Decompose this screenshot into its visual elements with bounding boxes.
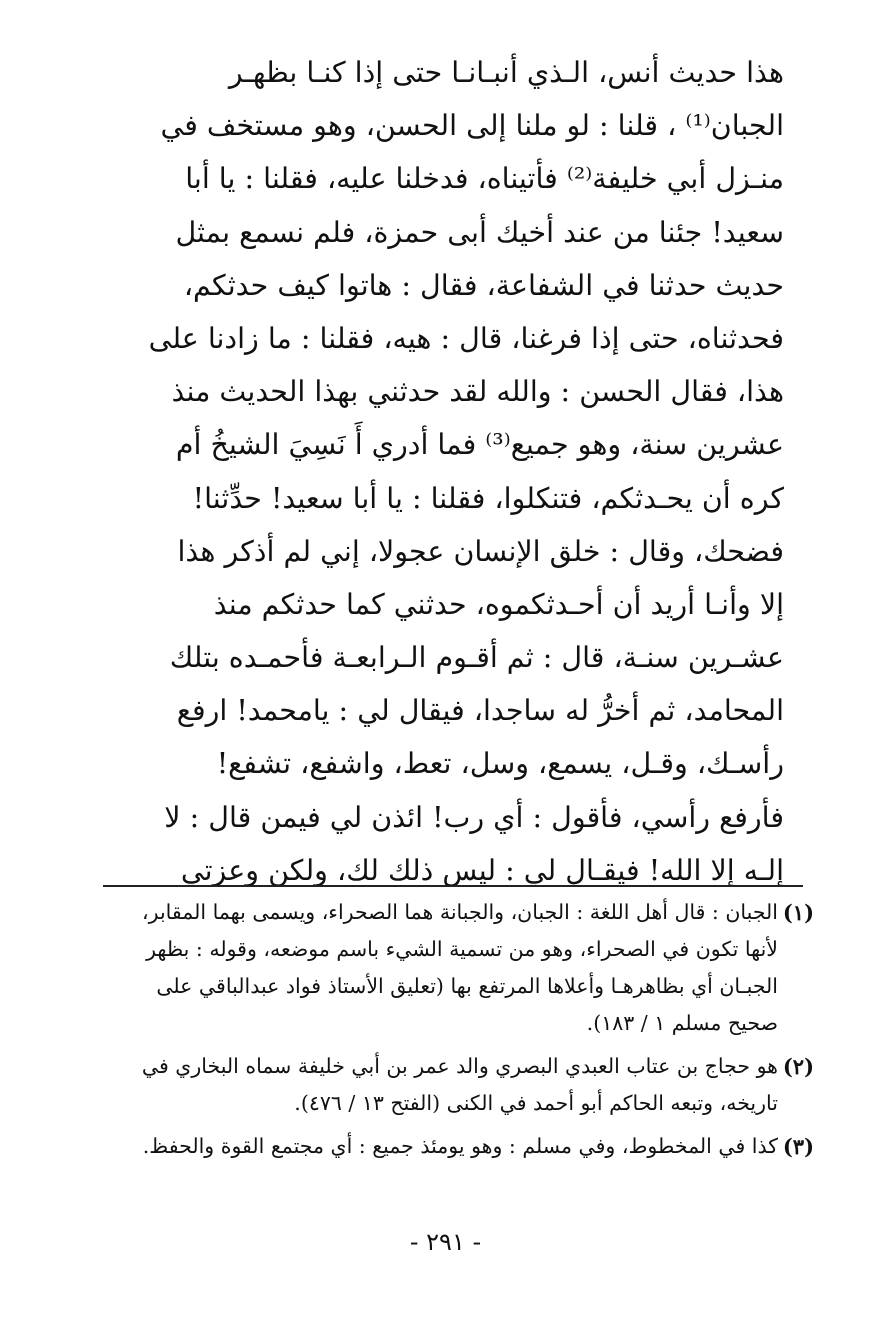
footnote-line: لأنها تكون في الصحراء، وهو من تسمية الشيء باسم موضعه، وقوله : بظهر [146,937,778,961]
main-text-line: فضحك، وقال : خلق الإنسان عجولا، إني لم أذكر هذا [177,534,784,568]
main-text-line: هذا حديث أنس، الـذي أنبـانـا حتى إذا كنـا بظهـر [228,56,784,89]
footnote-body [104,894,778,1042]
footnote-number: (٣) [782,1134,814,1159]
footnote-body [104,1128,778,1165]
main-text-line: المحامد، ثم أخرُّ له ساجدا، فيقال لي : يامحمد! ارفع [176,694,784,728]
footnote-line: هو حجاج بن عتاب العبدي البصري والد عمر بن أبي خليفة سماه البخاري في [141,1054,778,1078]
main-text-line: إلا وأنـا أريد أن أحـدثكموه، حدثني كما حدثكم منذ [213,587,784,621]
main-text-line: منـزل أبي خليفة⁽²⁾ فأتيناه، فدخلنا عليه، فقلنا : يا أبا [185,162,784,196]
main-text-line: حديث حدثنا في الشفاعة، فقال : هاتوا كيف حدثكم، [183,268,784,302]
footnote-2 [104,1048,814,1122]
main-text-line: عشـرين سنـة، قال : ثم أقـوم الـرابعـة فأحمـده بتلك [169,641,784,675]
footnote-line: صحيح مسلم ١ / ١٨٣). [586,1011,778,1035]
main-text-line: عشرين سنة، وهو جميع⁽³⁾ فما أدري أَ نَسِيَ الشيخُ أم [175,428,784,462]
footnote-line: الجبـان أي بظاهرهـا وأعلاها المرتفع بها (تعليق الأستاذ فواد عبدالباقي على [156,974,778,998]
footnote-body [104,1048,778,1122]
footnote-divider [103,885,803,887]
footnote-line: الجبان : قال أهل اللغة : الجبان، والجبانة هما الصحراء، ويسمى بهما المقابر، [142,900,778,924]
footnote-1 [104,894,814,1042]
main-text [104,46,784,897]
main-text-line: فحدثناه، حتى إذا فرغنا، قال : هيه، فقلنا : ما زادنا على [148,321,784,355]
main-text-line: فأرفع رأسي، فأقول : أي رب! ائذن لي فيمن قال : لا [164,800,784,834]
main-text-line: سعيد! جئنا من عند أخيك أبى حمزة، فلم نسمع بمثل [175,215,784,249]
footnote-line: كذا في المخطوط، وفي مسلم : وهو يومئذ جميع : أي مجتمع القوة والحفظ. [142,1134,778,1158]
main-text-line: كره أن يحـدثكم، فتنكلوا، فقلنا : يا أبا سعيد! حدِّثنا! [192,481,784,515]
footnote-line: تاريخه، وتبعه الحاكم أبو أحمد في الكنى (الفتح ١٣ / ٤٧٦). [294,1091,778,1115]
page-number: - ٢٩١ - [409,1228,482,1256]
main-text-line: هذا، فقال الحسن : والله لقد حدثني بهذا الحديث منذ [171,375,784,409]
main-text-line: إلـه إلا الله! فيقـال لي : ليس ذلك لك، ولكن وعزتي [180,853,784,887]
footnote-3 [104,1128,814,1165]
footnotes [104,894,814,1171]
main-text-line: رأسـك، وقـل، يسمع، وسل، تعط، واشفع، تشفع! [216,747,784,781]
main-text-line: الجبان⁽¹⁾ ، قلنا : لو ملنا إلى الحسن، وهو مستخف في [160,109,784,143]
footnote-number: (١) [782,900,814,925]
footnote-number: (٢) [782,1054,814,1079]
